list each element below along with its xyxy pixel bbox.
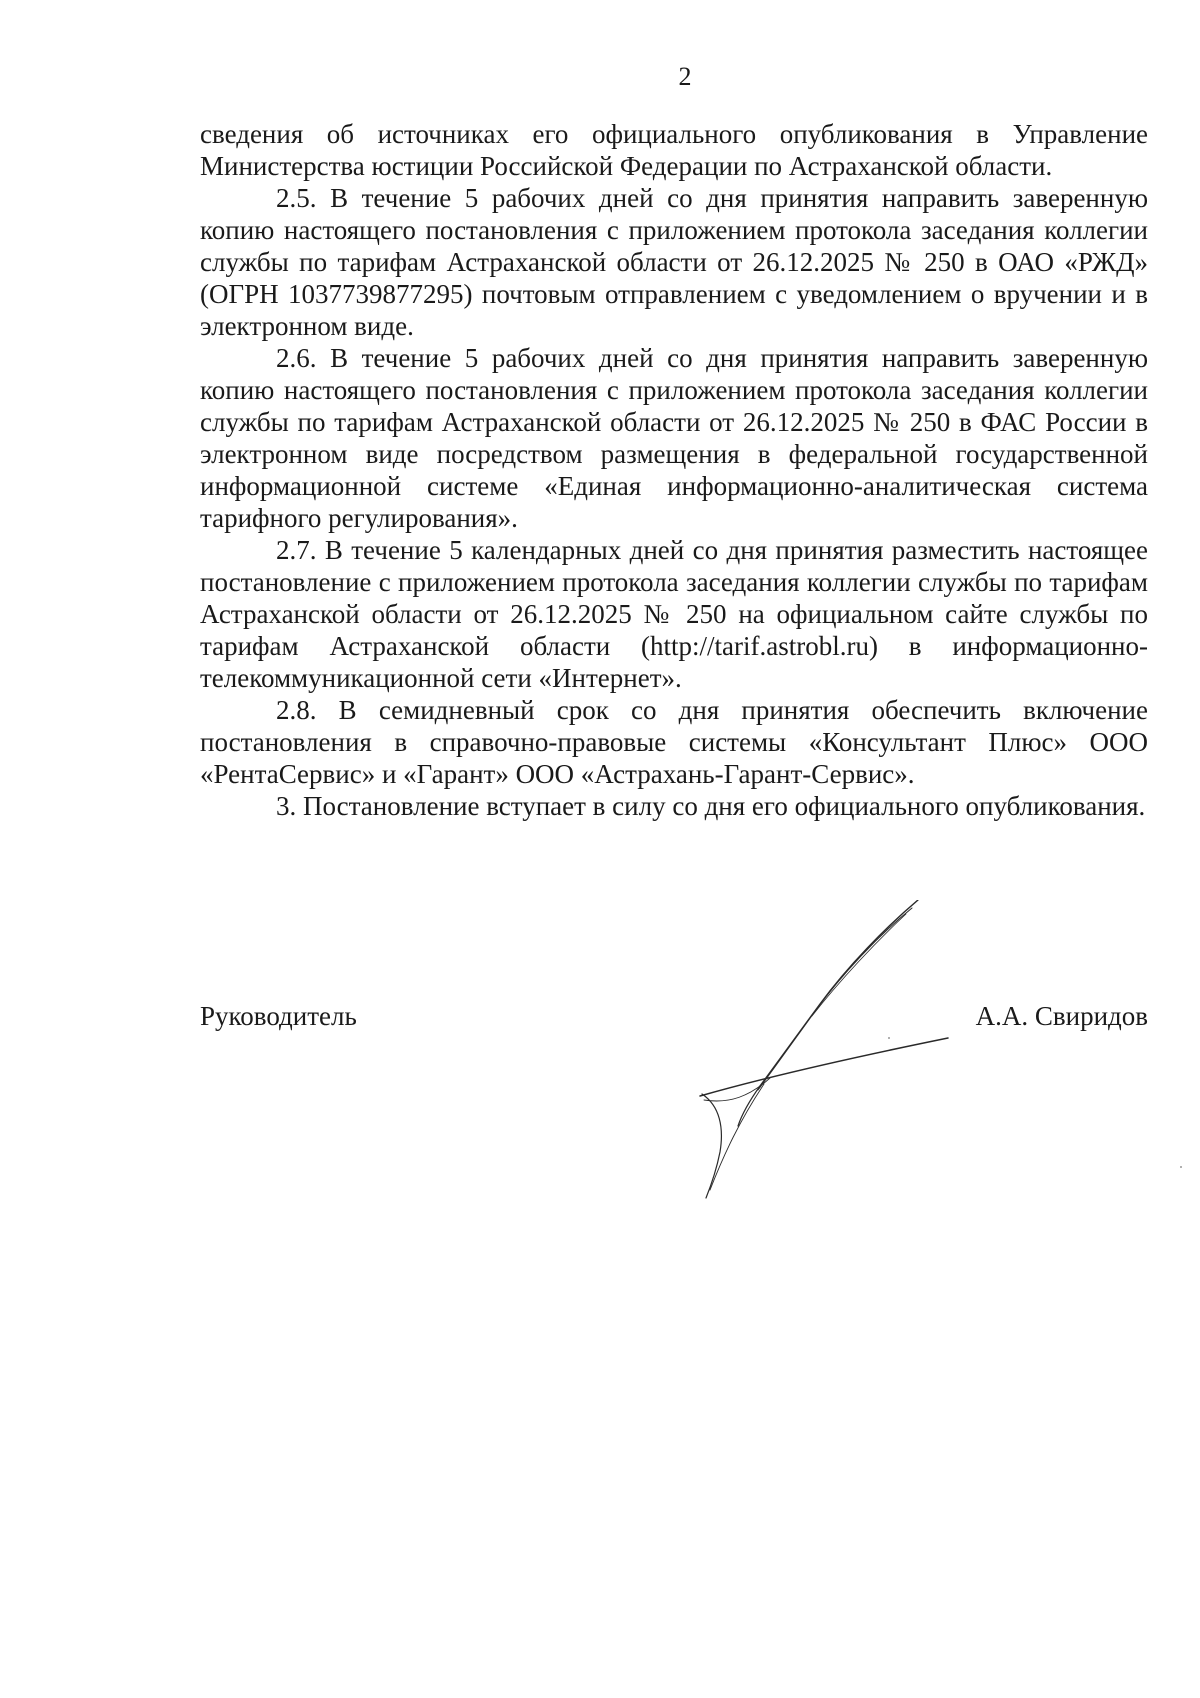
handwritten-signature — [680, 900, 950, 1200]
signer-title: Руководитель — [200, 1001, 357, 1031]
paragraph-sources: сведения об источниках его официального опубликования в Управление Министерства юстиции Российской Федерации по Астраханской области. — [200, 119, 1148, 181]
document-body — [200, 118, 1148, 822]
scan-speck — [1180, 1166, 1182, 1168]
scan-speck — [888, 1037, 890, 1039]
signer-name: А.А. Свиридов — [975, 1001, 1148, 1031]
paragraph-2-5: 2.5. В течение 5 рабочих дней со дня принятия направить заверенную копию настоящего постановления с приложением протокола заседания коллегии службы по тарифам Астраханской области от 26.12.2025 № 250 в ОАО «РЖД» (ОГРН 1037739877295) почтовым отправлением с уведомлением о вручении и в электронном виде. — [200, 183, 1148, 341]
paragraph-3: 3. Постановление вступает в силу со дня его официального опубликования. — [276, 791, 1146, 821]
paragraph-2-7: 2.7. В течение 5 календарных дней со дня принятия разместить настоящее постановление с приложением протокола заседания коллегии службы по тарифам Астраханской области от 26.12.2025 № 250 на официальном сайте службы по тарифам Астраханской области (http://tarif.astrobl.ru) в информационно-телекоммуникационной сети «Интернет». — [200, 535, 1148, 693]
signature-block — [200, 1000, 1148, 1040]
paragraph-2-6: 2.6. В течение 5 рабочих дней со дня принятия направить заверенную копию настоящего постановления с приложением протокола заседания коллегии службы по тарифам Астраханской области от 26.12.2025 № 250 в ФАС России в электронном виде посредством размещения в федеральной государственной информационной системе «Единая информационно-аналитическая система тарифного регулирования». — [200, 343, 1148, 533]
page-number: 2 — [678, 62, 692, 91]
paragraph-2-8: 2.8. В семидневный срок со дня принятия обеспечить включение постановления в справочно-правовые системы «Консультант Плюс» ООО «РентаСервис» и «Гарант» ООО «Астрахань-Гарант-Сервис». — [200, 695, 1148, 789]
